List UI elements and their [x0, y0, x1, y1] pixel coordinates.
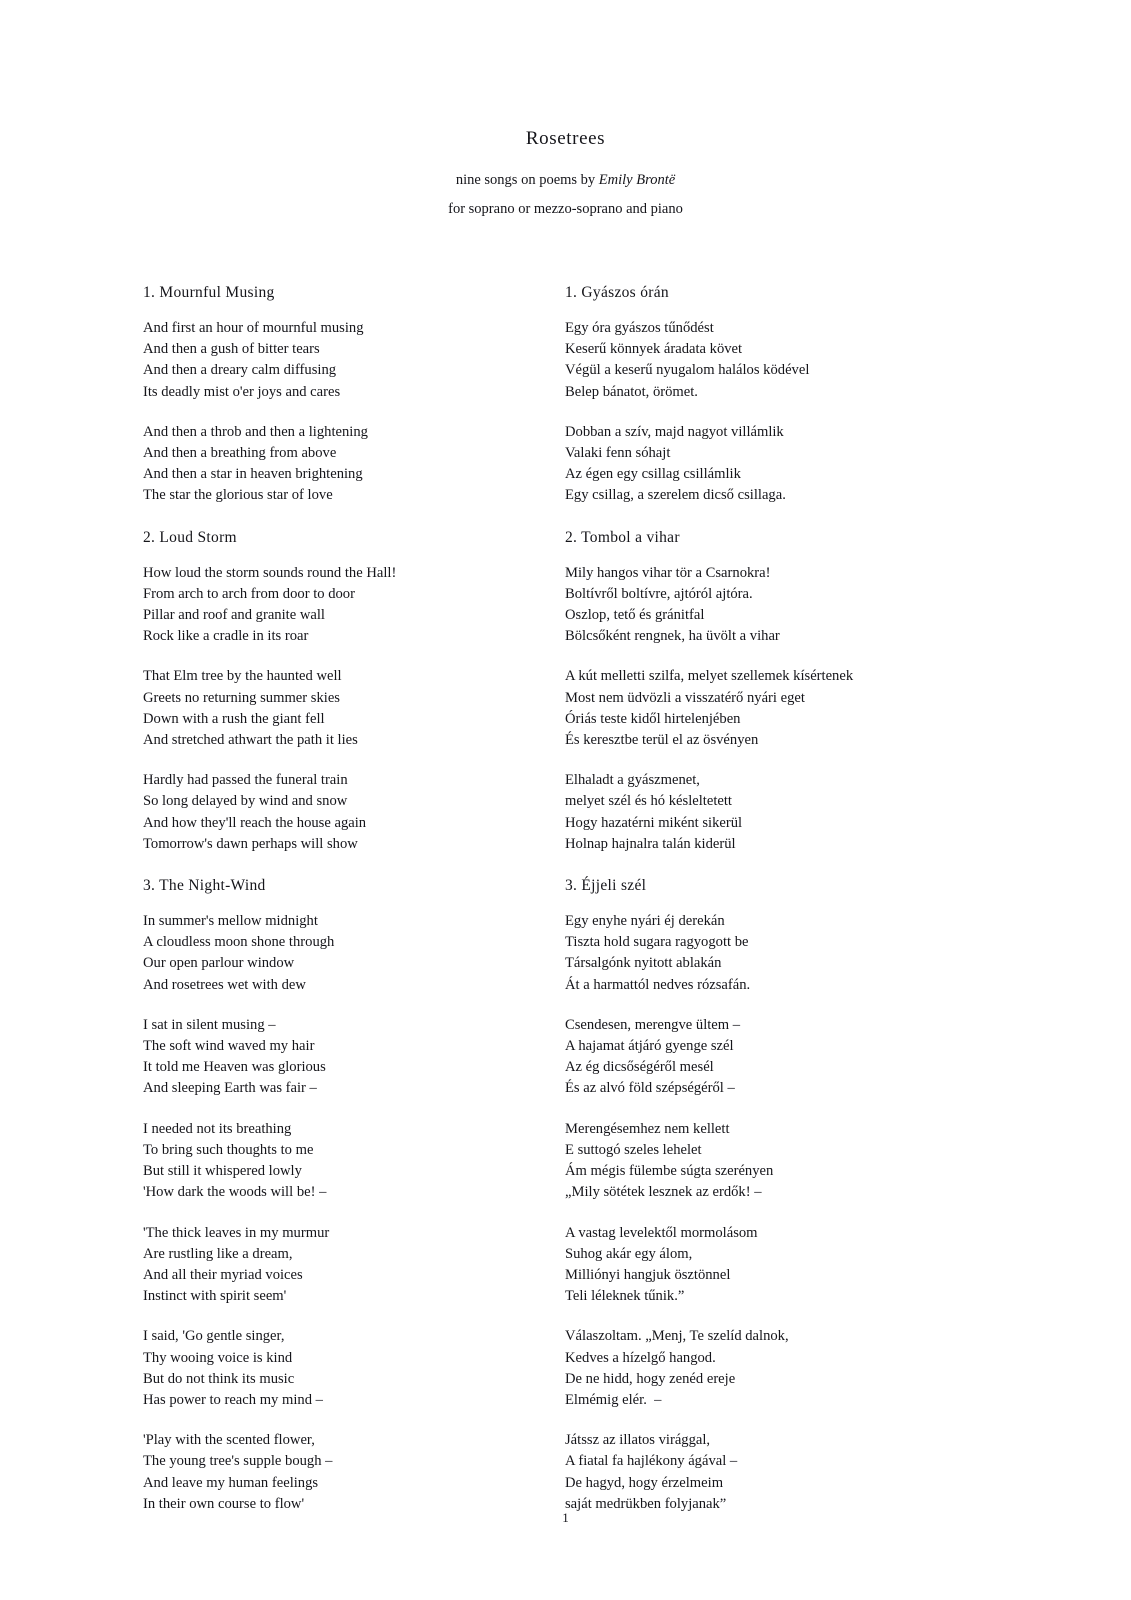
stanza [143, 422, 565, 507]
lyric-line: saját medrükben folyjanak” [565, 1495, 727, 1512]
song-block [143, 284, 565, 507]
title-block [0, 0, 1131, 218]
lyric-line: And sleeping Earth was fair – [143, 1080, 317, 1097]
lyric-line: And then a throb and then a lightening [143, 423, 368, 440]
lyric-line: Merengésemhez nem kellett [565, 1120, 730, 1137]
lyric-line: Játssz az illatos virággal, [565, 1432, 711, 1449]
lyric-line: Hardly had passed the funeral train [143, 772, 348, 789]
stanza [143, 1326, 565, 1411]
lyric-line: De hagyd, hogy érzelmeim [565, 1474, 724, 1491]
lyric-line: Teli léleknek tűnik.” [565, 1288, 685, 1305]
lyric-line: And all their myriad voices [143, 1266, 303, 1283]
stanza [565, 1119, 987, 1204]
lyric-line: Óriás teste kidől hirtelenjében [565, 710, 741, 727]
lyric-line: Elmémig elér. – [565, 1391, 662, 1408]
song-title: 3. Éjjeli szél [565, 877, 647, 895]
stanza [565, 666, 987, 751]
lyric-line: And first an hour of mournful musing [143, 320, 364, 336]
song-title: 1. Gyászos órán [565, 284, 669, 301]
lyric-line: És az alvó föld szépségéről – [565, 1080, 735, 1097]
lyric-line: And leave my human feelings [143, 1474, 319, 1491]
subtitle-prefix: nine songs on poems by [455, 172, 599, 188]
lyric-line: The young tree's supple bough – [143, 1453, 333, 1470]
lyric-line: melyet szél és hó késleltetett [565, 793, 732, 810]
lyric-line: Át a harmattól nedves rózsafán. [565, 976, 751, 993]
lyric-line: I said, 'Go gentle singer, [143, 1328, 285, 1345]
lyric-line: Bölcsőként rengnek, ha üvölt a vihar [565, 628, 780, 645]
lyric-line: In summer's mellow midnight [143, 913, 318, 930]
lyric-line: Társalgónk nyitott ablakán [565, 955, 722, 972]
lyric-line: Thy wooing voice is kind [143, 1349, 293, 1366]
lyric-line: And rosetrees wet with dew [143, 976, 306, 993]
page-number: 1 [562, 1510, 569, 1525]
stanza [143, 1015, 565, 1100]
lyric-line: The soft wind waved my hair [143, 1038, 315, 1055]
stanza [143, 1223, 565, 1308]
lyric-line: És keresztbe terül el az ösvényen [565, 732, 759, 749]
lyric-line: Instinct with spirit seem' [143, 1288, 287, 1305]
song-block [565, 877, 987, 1515]
lyric-line: Az égen egy csillag csillámlik [565, 466, 741, 483]
stanza [565, 422, 987, 507]
lyric-line: And how they'll reach the house again [143, 814, 367, 831]
lyric-line: Válaszoltam. „Menj, Te szelíd dalnok, [565, 1328, 789, 1345]
lyric-line: And then a dreary calm diffusing [143, 362, 337, 379]
song-block [565, 529, 987, 855]
stanza [143, 911, 565, 996]
lyric-line: Egy csillag, a szerelem dicső csillaga. [565, 487, 786, 504]
lyrics-columns [143, 284, 988, 1537]
lyric-line: Csendesen, merengve ültem – [565, 1016, 741, 1033]
lyric-line: Elhaladt a gyászmenet, [565, 772, 700, 789]
stanza [143, 666, 565, 751]
lyric-line: Egy enyhe nyári éj derekán [565, 913, 725, 930]
stanza [143, 770, 565, 855]
lyric-line: A cloudless moon shone through [143, 934, 335, 951]
lyric-line: 'How dark the woods will be! – [143, 1184, 327, 1201]
lyric-line: De ne hidd, hogy zenéd ereje [565, 1370, 736, 1387]
stanza [565, 1326, 987, 1411]
lyric-line: Tiszta hold sugara ragyogott be [565, 934, 749, 951]
song-block [565, 284, 987, 507]
lyric-line: And then a star in heaven brightening [143, 466, 363, 483]
lyric-line: Az ég dicsőségéről mesél [565, 1059, 714, 1076]
lyric-line: In their own course to flow' [143, 1495, 305, 1512]
lyric-line: A hajamat átjáró gyenge szél [565, 1038, 734, 1055]
song-title: 2. Loud Storm [143, 528, 237, 546]
lyric-line: Végül a keserű nyugalom halálos ködével [565, 362, 810, 379]
stanza [143, 318, 565, 403]
column-hungarian [565, 284, 987, 1537]
lyric-line: Tomorrow's dawn perhaps will show [143, 835, 358, 852]
lyric-line: „Mily sötétek lesznek az erdők! – [565, 1184, 762, 1201]
lyric-line: To bring such thoughts to me [143, 1141, 314, 1158]
lyric-line: From arch to arch from door to door [143, 585, 355, 602]
lyric-line: How loud the storm sounds round the Hall! [143, 564, 397, 581]
lyric-line: Mily hangos vihar tör a Csarnokra! [565, 564, 771, 581]
lyric-line: A kút melletti szilfa, melyet szellemek kísértenek [565, 668, 854, 685]
lyric-line: Kedves a hízelgő hangod. [565, 1349, 716, 1366]
stanza [565, 1015, 987, 1100]
song-title: 1. Mournful Musing [143, 284, 275, 301]
lyric-line: Greets no returning summer skies [143, 689, 340, 706]
subtitle-credits [0, 172, 1131, 189]
song-title: 2. Tombol a vihar [565, 528, 680, 546]
lyric-line: Oszlop, tető és gránitfal [565, 607, 705, 624]
lyric-line: Down with a rush the giant fell [143, 710, 325, 727]
stanza [143, 563, 565, 648]
stanza [143, 1430, 565, 1515]
lyric-line: A fiatal fa hajlékony ágával – [565, 1453, 738, 1470]
stanza [565, 318, 987, 403]
lyric-line: Our open parlour window [143, 955, 295, 972]
stanza [565, 563, 987, 648]
song-title: 3. The Night-Wind [143, 877, 266, 895]
stanza [565, 1430, 987, 1515]
lyric-line: Most nem üdvözli a visszatérő nyári eget [565, 689, 805, 706]
lyric-line: Its deadly mist o'er joys and cares [143, 383, 341, 400]
lyric-line: 'Play with the scented flower, [143, 1432, 315, 1449]
lyric-line: But do not think its music [143, 1370, 295, 1387]
lyric-line: Boltívről boltívre, ajtóról ajtóra. [565, 585, 753, 602]
lyric-line: Suhog akár egy álom, [565, 1245, 693, 1262]
lyric-line: Belep bánatot, örömet. [565, 383, 698, 400]
lyric-line: So long delayed by wind and snow [143, 793, 348, 810]
song-block [143, 877, 565, 1515]
lyric-line: Valaki fenn sóhajt [565, 445, 671, 462]
lyric-line: Egy óra gyászos tűnődést [565, 320, 714, 336]
lyric-line: That Elm tree by the haunted well [143, 668, 342, 685]
lyric-line: I sat in silent musing – [143, 1016, 276, 1033]
lyric-line: But still it whispered lowly [143, 1163, 302, 1180]
lyric-line: Ám mégis fülembe súgta szerényen [565, 1163, 774, 1180]
lyric-line: And stretched athwart the path it lies [143, 732, 358, 749]
lyric-line: E suttogó szeles lehelet [565, 1141, 702, 1158]
lyric-line: The star the glorious star of love [143, 487, 333, 504]
lyric-line: Keserű könnyek áradata követ [565, 341, 743, 358]
lyric-line: And then a gush of bitter tears [143, 341, 320, 358]
lyric-line: A vastag levelektől mormolásom [565, 1224, 758, 1241]
lyric-line: Are rustling like a dream, [143, 1245, 293, 1262]
lyric-line: Hogy hazatérni miként sikerül [565, 814, 743, 831]
subtitle-instrumentation: for soprano or mezzo-soprano and piano [448, 201, 683, 217]
lyric-line: Milliónyi hangjuk ösztönnel [565, 1266, 731, 1283]
column-english [143, 284, 565, 1537]
lyric-line: Rock like a cradle in its roar [143, 628, 309, 645]
lyric-line: And then a breathing from above [143, 445, 337, 462]
lyric-line: 'The thick leaves in my murmur [143, 1224, 330, 1241]
stanza [565, 911, 987, 996]
lyric-line: Dobban a szív, majd nagyot villámlik [565, 423, 784, 440]
stanza [565, 770, 987, 855]
poet-name: Emily Brontë [598, 172, 676, 188]
lyric-line: I needed not its breathing [143, 1120, 292, 1137]
song-block [143, 529, 565, 855]
page-title: Rosetrees [525, 128, 606, 149]
lyric-line: It told me Heaven was glorious [143, 1059, 326, 1076]
lyric-line: Has power to reach my mind – [143, 1391, 323, 1408]
stanza [565, 1223, 987, 1308]
lyric-line: Pillar and roof and granite wall [143, 607, 325, 624]
stanza [143, 1119, 565, 1204]
lyric-line: Holnap hajnalra talán kiderül [565, 835, 736, 852]
